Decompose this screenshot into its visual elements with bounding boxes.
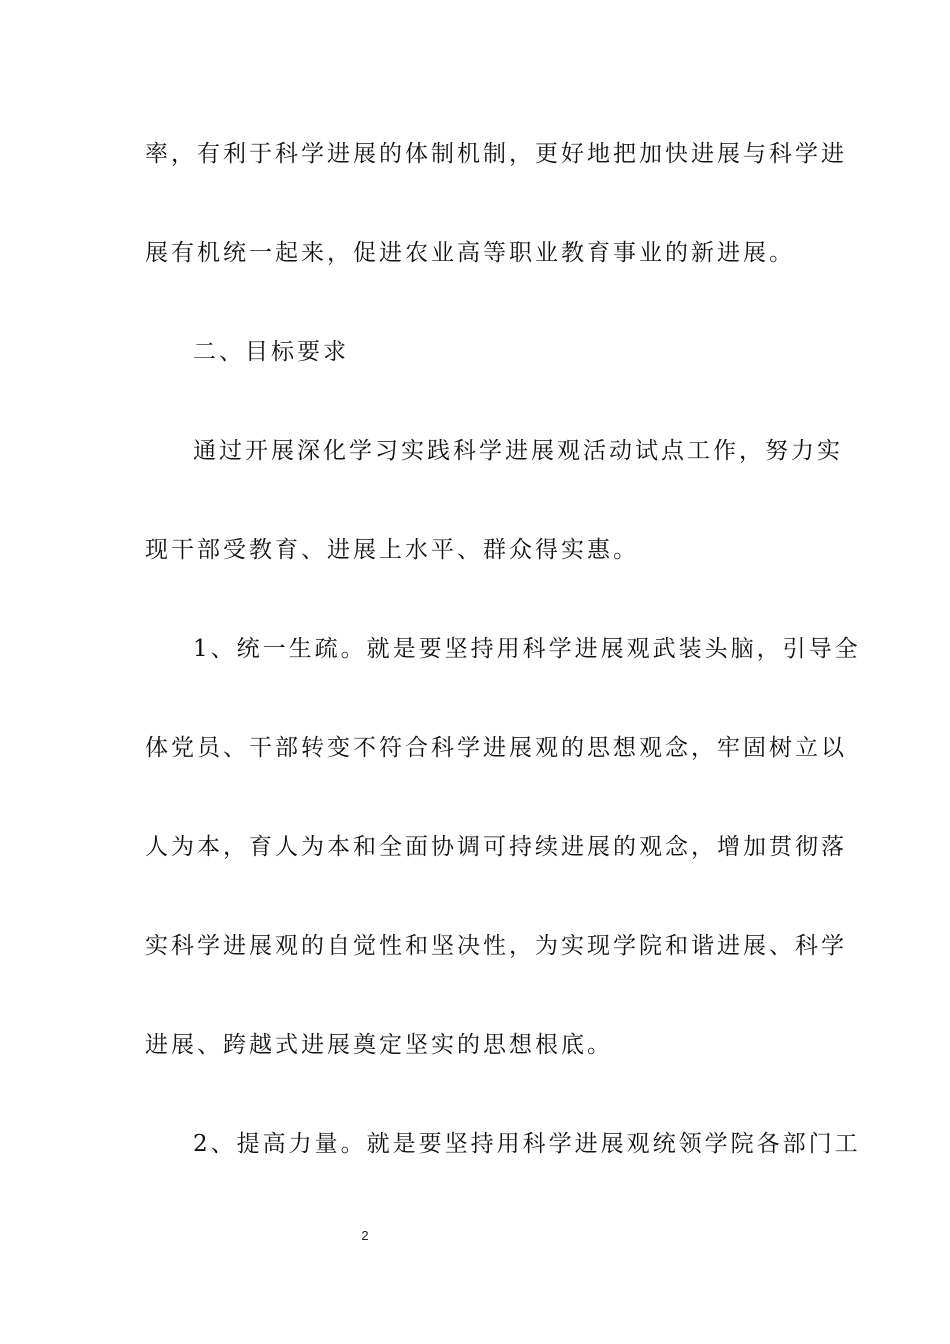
paragraph-line-7: 人为本，育人为本和全面协调可持续进展的观念，增加贯彻落 <box>145 834 847 860</box>
paragraph-line-4: 现干部受教育、进展上水平、群众得实惠。 <box>145 537 639 563</box>
paragraph-line-3: 通过开展深化学习实践科学进展观活动试点工作，努力实 <box>193 438 843 464</box>
paragraph-line-5: 1、统一生疏。就是要坚持用科学进展观武装头脑，引导全 <box>193 636 861 662</box>
paragraph-line-8: 实科学进展观的自觉性和坚决性，为实现学院和谐进展、科学 <box>145 933 847 959</box>
paragraph-line-10: 2、提高力量。就是要坚持用科学进展观统领学院各部门工 <box>193 1131 861 1157</box>
paragraph-line-6: 体党员、干部转变不符合科学进展观的思想观念，牢固树立以 <box>145 735 847 761</box>
paragraph-line-9: 进展、跨越式进展奠定坚实的思想根底。 <box>145 1032 613 1058</box>
page-number: 2 <box>361 1228 369 1243</box>
paragraph-line-2: 展有机统一起来，促进农业高等职业教育事业的新进展。 <box>145 240 795 266</box>
section-heading: 二、目标要求 <box>193 339 349 365</box>
paragraph-line-1: 率，有利于科学进展的体制机制，更好地把加快进展与科学进 <box>145 141 847 167</box>
